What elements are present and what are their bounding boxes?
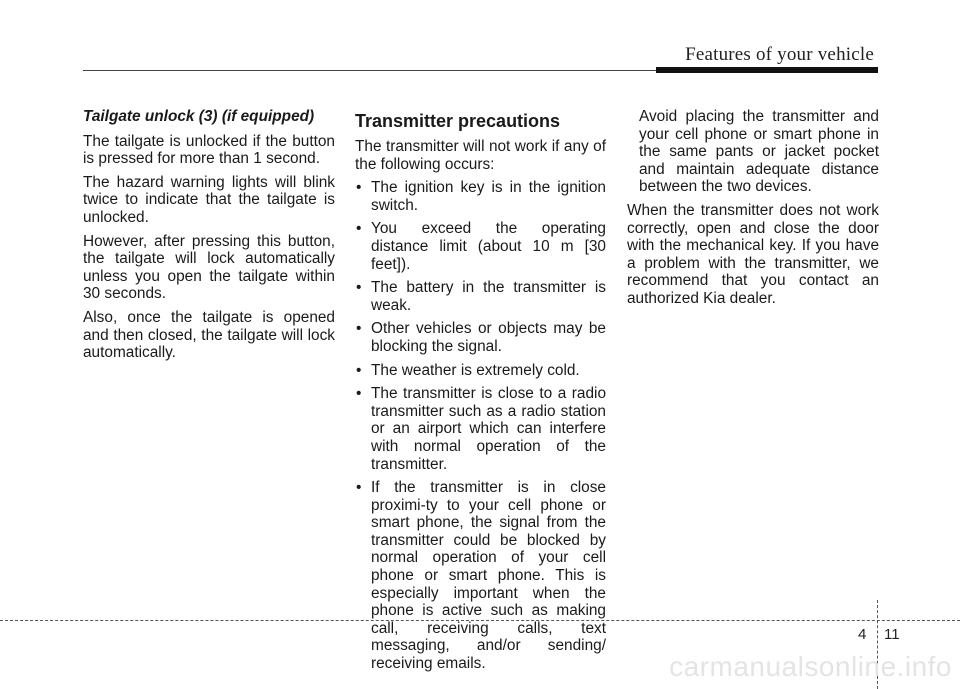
column-left [83, 108, 335, 368]
list-item [355, 179, 606, 214]
list-item [355, 279, 606, 314]
subheading-tailgate-unlock: Tailgate unlock (3) (if equipped) [83, 108, 315, 125]
continuation-paragraph: Avoid placing the transmitter and your cell phone or smart phone in the same pants or jacket pocket and maintain adequate distance between the two devices. [639, 108, 879, 196]
bullet-icon: • [356, 279, 362, 297]
paragraph: When the transmitter does not work correctly, open and close the door with the mechanical key. If you have a problem with the transmitter, we recommend that you contact an authorized Kia dealer. [627, 201, 879, 307]
list-item-text: You exceed the operating distance limit (about 10 m [30 feet]). [371, 220, 606, 273]
precaution-list [355, 179, 606, 672]
column-middle [355, 108, 606, 679]
bullet-icon: • [356, 385, 362, 403]
bullet-icon: • [356, 361, 362, 379]
list-item [355, 220, 606, 273]
paragraph: The hazard warning lights will blink twice to indicate that the tailgate is unlocked. [83, 173, 335, 226]
section-title: Features of your vehicle [685, 44, 874, 65]
page-number: 11 [884, 626, 900, 643]
list-item-text: If the transmitter is in close proximi-ty to your cell phone or smart phone, the signal from the transmitter could be blocked by normal operation of your cell phone or smart phone. This is especially important when the phone is active such as making call, receiving calls, text messaging, and/or sending/ receiving emails. [371, 479, 606, 673]
bullet-icon: • [356, 220, 362, 238]
list-item-text: The weather is extremely cold. [371, 361, 580, 379]
paragraph: The tailgate is unlocked if the button is pressed for more than 1 second. [83, 132, 335, 168]
list-item-text: The battery in the transmitter is weak. [371, 279, 606, 314]
watermark: carmanualsonline.info [669, 651, 952, 682]
bullet-icon: • [356, 179, 362, 197]
list-item-text: The transmitter is close to a radio transmitter such as a radio station or an airport which can interfere with normal operation of the transmitter. [371, 385, 606, 473]
list-item-text: The ignition key is in the ignition switch. [371, 179, 606, 214]
list-item [355, 479, 606, 673]
chapter-number: 4 [858, 626, 867, 643]
list-item-text: Other vehicles or objects may be blocking the signal. [371, 320, 606, 355]
list-item [355, 320, 606, 355]
bullet-icon: • [356, 479, 362, 497]
list-item [355, 362, 606, 380]
intro-paragraph: The transmitter will not work if any of the following occurs: [355, 138, 606, 173]
bullet-icon: • [356, 320, 362, 338]
paragraph: Also, once the tailgate is opened and then closed, the tailgate will lock automatically. [83, 308, 335, 362]
header-rule-accent [656, 67, 878, 73]
heading-transmitter-precautions: Transmitter precautions [355, 111, 561, 131]
paragraph: However, after pressing this button, the tailgate will lock automatically unless you open the tailgate within 30 seconds. [83, 232, 335, 303]
column-right [627, 108, 879, 314]
list-item [355, 385, 606, 473]
footer-divider [0, 620, 960, 621]
header-rule [83, 70, 683, 71]
